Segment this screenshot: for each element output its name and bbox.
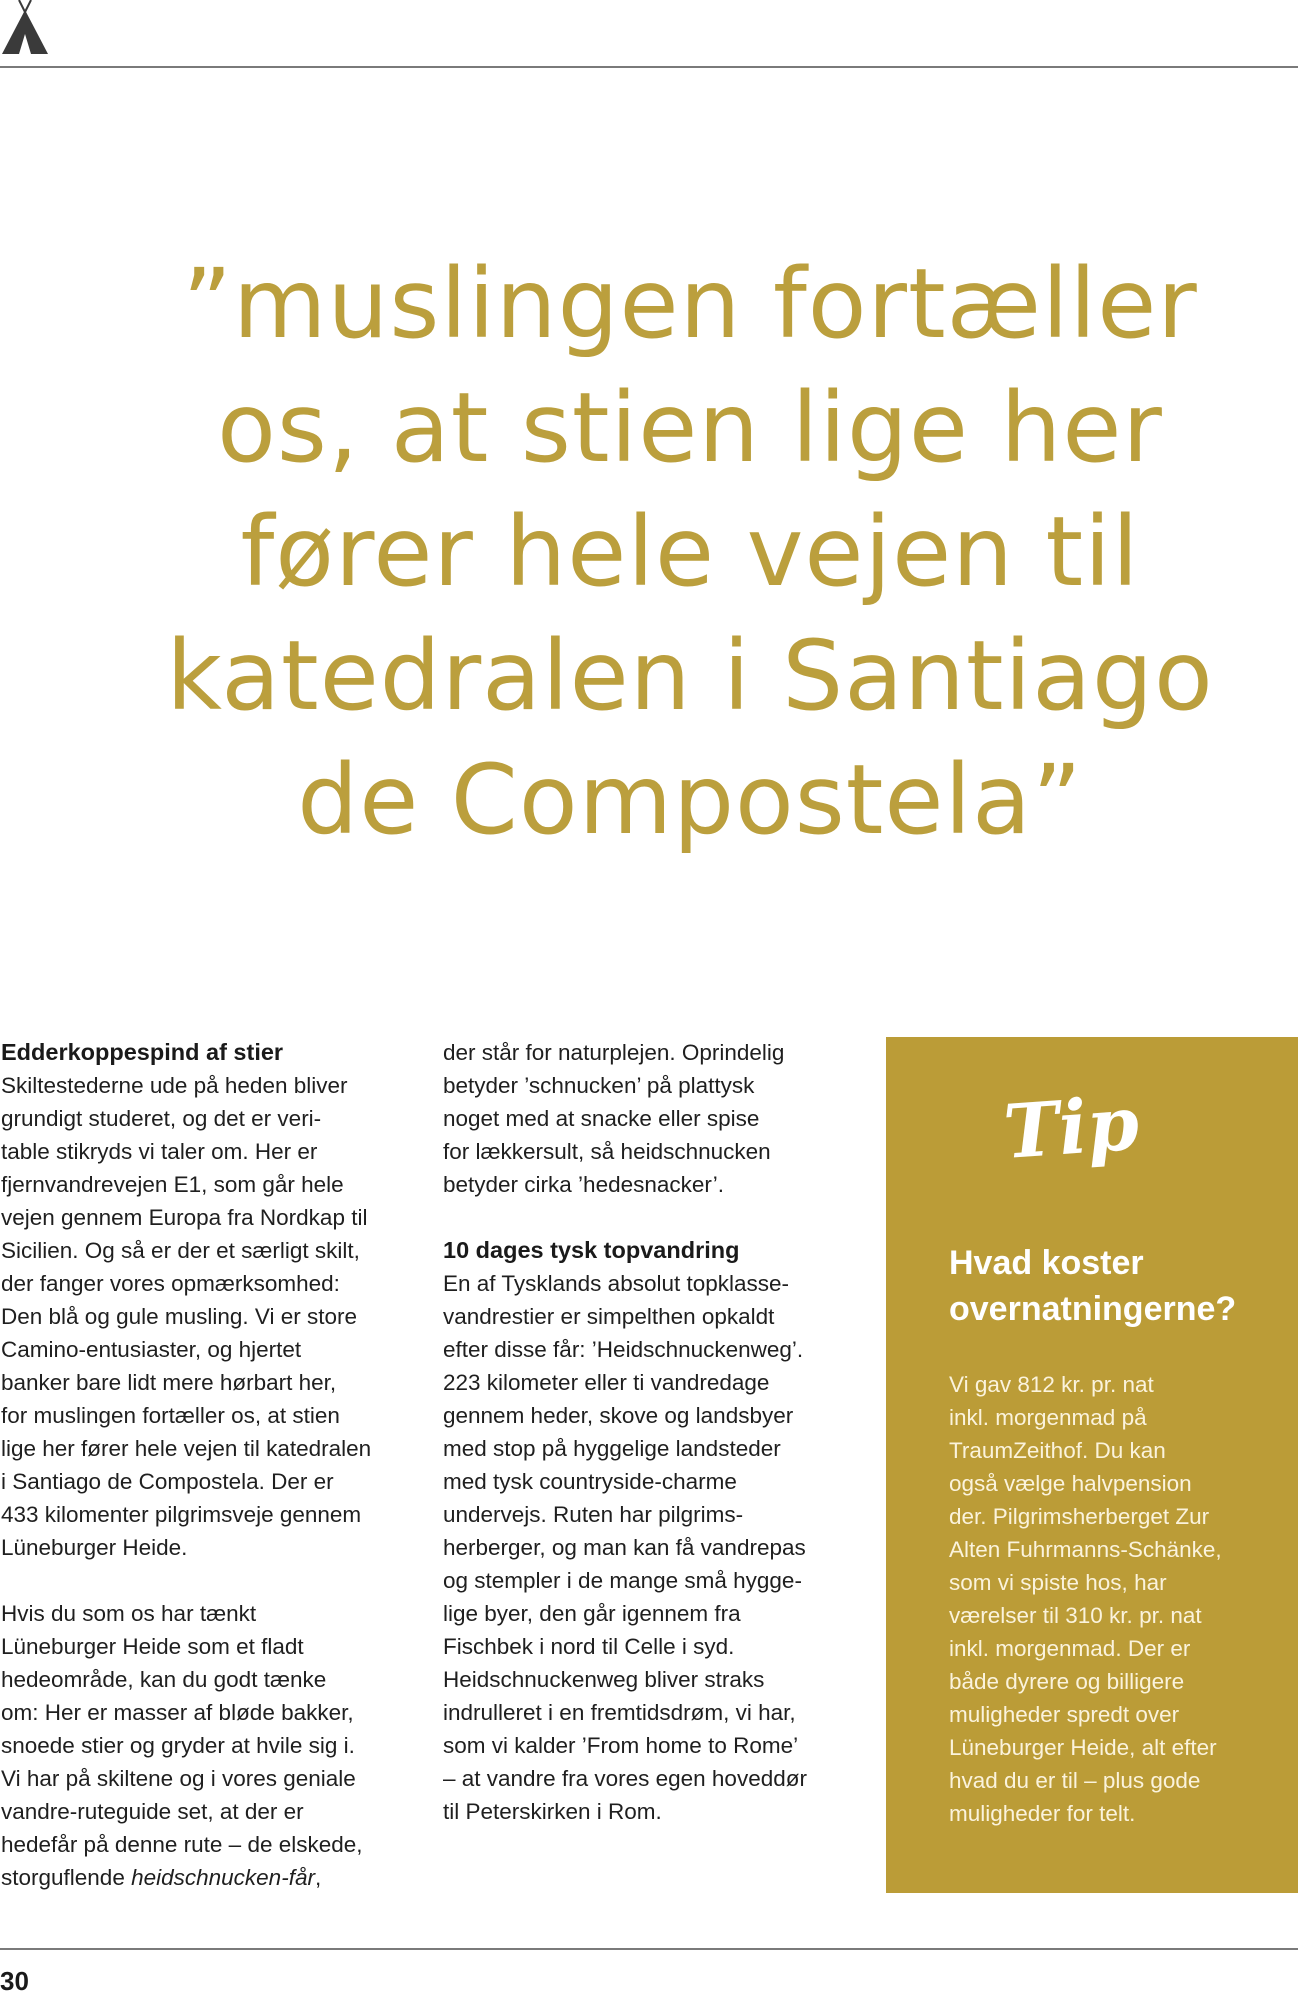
text-line: gennem heder, skove og landsbyer bbox=[443, 1403, 794, 1428]
tip-text-line: både dyrere og billigere bbox=[949, 1669, 1185, 1694]
text-line: vandrestier er simpelthen opkaldt bbox=[443, 1304, 775, 1329]
text-line: En af Tysklands absolut topklasse- bbox=[443, 1271, 790, 1296]
tip-heading-line: overnatningerne? bbox=[949, 1290, 1237, 1328]
text-line: der fanger vores opmærksomhed: bbox=[1, 1271, 340, 1296]
italic-term: heidschnucken-får bbox=[131, 1865, 315, 1890]
text-line: table stikryds vi taler om. Her er bbox=[1, 1139, 318, 1164]
text-line: Lüneburger Heide. bbox=[1, 1535, 188, 1560]
text-line: Heidschnuckenweg bliver straks bbox=[443, 1667, 765, 1692]
body-paragraph bbox=[443, 1267, 863, 1828]
text-line: herberger, og man kan få vandrepas bbox=[443, 1535, 806, 1560]
text-line: for muslingen fortæller os, at stien bbox=[1, 1403, 340, 1428]
pull-quote-line: fører hele vejen til bbox=[240, 496, 1140, 608]
text-line: undervejs. Ruten har pilgrims- bbox=[443, 1502, 744, 1527]
text-line: om: Her er masser af bløde bakker, bbox=[1, 1700, 354, 1725]
body-paragraph bbox=[1, 1069, 421, 1564]
tip-text-line: Lüneburger Heide, alt efter bbox=[949, 1735, 1217, 1760]
pull-quote-line: os, at stien lige her bbox=[217, 372, 1163, 484]
tip-text-line: muligheder spredt over bbox=[949, 1702, 1180, 1727]
text-line: hedefår på denne rute – de elskede, bbox=[1, 1832, 363, 1857]
text-line: Vi har på skiltene og i vores geniale bbox=[1, 1766, 356, 1791]
pull-quote-line: katedralen i Santiago bbox=[166, 620, 1214, 732]
section-heading: 10 dages tysk topvandring bbox=[443, 1237, 740, 1263]
text-line: Skiltestederne ude på heden bliver bbox=[1, 1073, 348, 1098]
tip-text-line: muligheder for telt. bbox=[949, 1801, 1136, 1826]
text-line: der står for naturplejen. Oprindelig bbox=[443, 1040, 785, 1065]
article-column-2 bbox=[443, 1036, 863, 1828]
text-line: betyder cirka ’hedesnacker’. bbox=[443, 1172, 724, 1197]
tip-text-line: værelser til 310 kr. pr. nat bbox=[949, 1603, 1202, 1628]
text-line: 433 kilomenter pilgrimsveje gennem bbox=[1, 1502, 362, 1527]
text-line: betyder ’schnucken’ på plattysk bbox=[443, 1073, 755, 1098]
text-line: vandre-ruteguide set, at der er bbox=[1, 1799, 304, 1824]
text-line: Lüneburger Heide som et fladt bbox=[1, 1634, 304, 1659]
text-line: banker bare lidt mere hørbart her, bbox=[1, 1370, 337, 1395]
body-paragraph bbox=[1, 1597, 421, 1894]
tip-label: Tip bbox=[1001, 1080, 1142, 1176]
footer-divider bbox=[0, 1948, 1298, 1950]
article-column-1 bbox=[1, 1036, 421, 1894]
tip-heading-line: Hvad koster bbox=[949, 1244, 1144, 1282]
text-line: med stop på hyggelige landsteder bbox=[443, 1436, 781, 1461]
text-line: som vi kalder ’From home to Rome’ bbox=[443, 1733, 799, 1758]
text-line: lige byer, den går igennem fra bbox=[443, 1601, 741, 1626]
text-line: og stempler i de mange små hygge- bbox=[443, 1568, 802, 1593]
text-line: – at vandre fra vores egen hoveddør bbox=[443, 1766, 807, 1791]
header-divider bbox=[0, 66, 1298, 68]
text-line: Camino-entusiaster, og hjertet bbox=[1, 1337, 302, 1362]
text-line: til Peterskirken i Rom. bbox=[443, 1799, 662, 1824]
text-line: hedeområde, kan du godt tænke bbox=[1, 1667, 327, 1692]
tip-text-line: også vælge halvpension bbox=[949, 1471, 1192, 1496]
text-line: grundigt studeret, og det er veri- bbox=[1, 1106, 322, 1131]
pull-quote bbox=[100, 242, 1280, 862]
text-line: vejen gennem Europa fra Nordkap til bbox=[1, 1205, 368, 1230]
tent-icon bbox=[0, 0, 50, 56]
text-line: Den blå og gule musling. Vi er store bbox=[1, 1304, 358, 1329]
tip-text-line: hvad du er til – plus gode bbox=[949, 1768, 1201, 1793]
tip-text-line: inkl. morgenmad. Der er bbox=[949, 1636, 1191, 1661]
pull-quote-line: de Compostela” bbox=[297, 744, 1083, 856]
text-line: for lækkersult, så heidschnucken bbox=[443, 1139, 771, 1164]
tip-heading bbox=[949, 1240, 1279, 1332]
tip-text-line: der. Pilgrimsherberget Zur bbox=[949, 1504, 1210, 1529]
text-line: Hvis du som os har tænkt bbox=[1, 1601, 257, 1626]
text-line: snoede stier og gryder at hvile sig i. bbox=[1, 1733, 355, 1758]
text-line: fjernvandrevejen E1, som går hele bbox=[1, 1172, 344, 1197]
text-fragment: , bbox=[314, 1865, 322, 1890]
page-number: 30 bbox=[0, 1966, 29, 1996]
tip-text-line: Alten Fuhrmanns-Schänke, bbox=[949, 1537, 1222, 1562]
text-line: 223 kilometer eller ti vandredage bbox=[443, 1370, 770, 1395]
tip-body bbox=[949, 1368, 1279, 1830]
text-line bbox=[1, 1861, 421, 1894]
text-line: efter disse får: ’Heidschnuckenweg’. bbox=[443, 1337, 804, 1362]
text-line: noget med at snacke eller spise bbox=[443, 1106, 760, 1131]
tip-text-line: Vi gav 812 kr. pr. nat bbox=[949, 1372, 1154, 1397]
tip-text-line: som vi spiste hos, har bbox=[949, 1570, 1167, 1595]
section-heading: Edderkoppespind af stier bbox=[1, 1039, 284, 1065]
pull-quote-line: ”muslingen fortæller bbox=[182, 248, 1198, 360]
text-line: Sicilien. Og så er der et særligt skilt, bbox=[1, 1238, 360, 1263]
text-line: lige her fører hele vejen til katedralen bbox=[1, 1436, 372, 1461]
text-line: med tysk countryside-charme bbox=[443, 1469, 737, 1494]
body-paragraph bbox=[443, 1036, 863, 1201]
text-line: indrulleret i en fremtidsdrøm, vi har, bbox=[443, 1700, 796, 1725]
text-fragment: storguflende bbox=[1, 1865, 132, 1890]
tip-text-line: TraumZeithof. Du kan bbox=[949, 1438, 1166, 1463]
text-line: i Santiago de Compostela. Der er bbox=[1, 1469, 334, 1494]
text-line: Fischbek i nord til Celle i syd. bbox=[443, 1634, 735, 1659]
tip-text-line: inkl. morgenmad på bbox=[949, 1405, 1147, 1430]
